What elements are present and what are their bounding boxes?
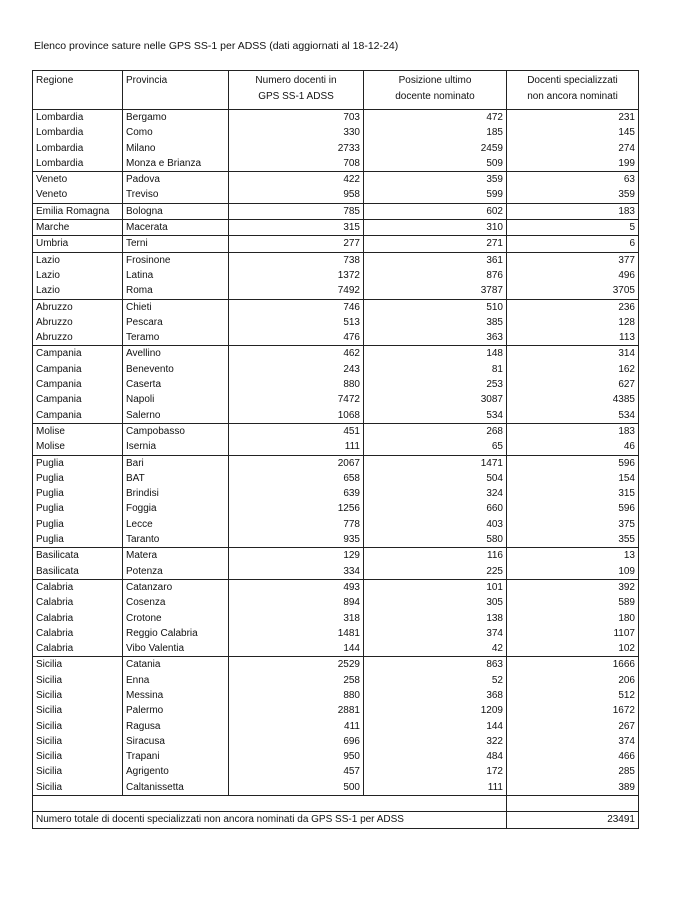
cell-provincia: Ragusa [123,719,229,734]
cell-regione: Calabria [33,595,123,610]
cell-numero-docenti: 422 [229,172,364,188]
cell-posizione-ultimo: 385 [364,315,507,330]
cell-numero-docenti: 696 [229,734,364,749]
cell-provincia: Napoli [123,392,229,407]
cell-docenti-non-nominati: 1672 [507,703,639,718]
header-numero-line1: Numero docenti in [255,75,337,86]
cell-docenti-non-nominati: 534 [507,408,639,424]
cell-regione: Puglia [33,455,123,471]
cell-docenti-non-nominati: 627 [507,377,639,392]
cell-regione: Campania [33,346,123,362]
table-row [33,268,639,283]
cell-posizione-ultimo: 116 [364,548,507,564]
cell-numero-docenti: 1481 [229,626,364,641]
cell-numero-docenti: 950 [229,749,364,764]
cell-provincia: Isernia [123,439,229,455]
cell-numero-docenti: 457 [229,764,364,779]
cell-provincia: Siracusa [123,734,229,749]
cell-posizione-ultimo: 3787 [364,283,507,299]
cell-numero-docenti: 958 [229,187,364,203]
cell-numero-docenti: 451 [229,423,364,439]
cell-docenti-non-nominati: 466 [507,749,639,764]
cell-posizione-ultimo: 863 [364,657,507,673]
cell-regione: Calabria [33,626,123,641]
cell-posizione-ultimo: 361 [364,252,507,268]
table-row [33,283,639,299]
cell-docenti-non-nominati: 109 [507,564,639,580]
cell-numero-docenti: 935 [229,532,364,548]
cell-posizione-ultimo: 81 [364,362,507,377]
cell-posizione-ultimo: 42 [364,641,507,657]
cell-docenti-non-nominati: 46 [507,439,639,455]
cell-posizione-ultimo: 65 [364,439,507,455]
cell-regione: Puglia [33,501,123,516]
header-docenti-specializzati [507,71,639,110]
table-row [33,486,639,501]
cell-regione: Calabria [33,611,123,626]
cell-numero-docenti: 880 [229,377,364,392]
cell-regione: Marche [33,220,123,236]
cell-posizione-ultimo: 310 [364,220,507,236]
cell-numero-docenti: 258 [229,673,364,688]
table-row [33,315,639,330]
cell-provincia: Trapani [123,749,229,764]
cell-posizione-ultimo: 510 [364,299,507,315]
cell-posizione-ultimo: 144 [364,719,507,734]
cell-docenti-non-nominati: 355 [507,532,639,548]
cell-docenti-non-nominati: 1107 [507,626,639,641]
cell-provincia: Caserta [123,377,229,392]
table-row [33,611,639,626]
cell-provincia: Catanzaro [123,579,229,595]
table-row [33,517,639,532]
cell-numero-docenti: 894 [229,595,364,610]
cell-regione: Sicilia [33,780,123,796]
cell-posizione-ultimo: 876 [364,268,507,283]
header-regione: Regione [33,71,123,110]
document-title: Elenco province sature nelle GPS SS-1 per ADSS (dati aggiornati al 18-12-24) [34,40,399,52]
table-row [33,330,639,346]
cell-docenti-non-nominati: 180 [507,611,639,626]
cell-docenti-non-nominati: 377 [507,252,639,268]
cell-docenti-non-nominati: 315 [507,486,639,501]
cell-posizione-ultimo: 271 [364,236,507,252]
header-posizione-ultimo [364,71,507,110]
cell-provincia: Roma [123,283,229,299]
cell-regione: Veneto [33,187,123,203]
cell-posizione-ultimo: 484 [364,749,507,764]
cell-numero-docenti: 129 [229,548,364,564]
table-row [33,719,639,734]
spacer-row [33,796,639,812]
cell-regione: Sicilia [33,719,123,734]
cell-numero-docenti: 708 [229,156,364,172]
cell-numero-docenti: 2881 [229,703,364,718]
cell-numero-docenti: 277 [229,236,364,252]
cell-numero-docenti: 738 [229,252,364,268]
cell-posizione-ultimo: 148 [364,346,507,362]
table-row [33,236,639,252]
cell-numero-docenti: 243 [229,362,364,377]
cell-regione: Calabria [33,641,123,657]
cell-posizione-ultimo: 185 [364,125,507,140]
header-numero-docenti [229,71,364,110]
table-row [33,346,639,362]
cell-numero-docenti: 500 [229,780,364,796]
cell-posizione-ultimo: 322 [364,734,507,749]
cell-provincia: Messina [123,688,229,703]
cell-numero-docenti: 2067 [229,455,364,471]
cell-regione: Campania [33,377,123,392]
cell-numero-docenti: 7472 [229,392,364,407]
cell-provincia: Salerno [123,408,229,424]
cell-posizione-ultimo: 359 [364,172,507,188]
table-row [33,532,639,548]
cell-provincia: Benevento [123,362,229,377]
cell-provincia: Taranto [123,532,229,548]
cell-regione: Calabria [33,579,123,595]
table-row [33,392,639,407]
cell-regione: Lombardia [33,125,123,140]
cell-docenti-non-nominati: 3705 [507,283,639,299]
cell-posizione-ultimo: 324 [364,486,507,501]
table-row [33,564,639,580]
cell-provincia: Enna [123,673,229,688]
cell-docenti-non-nominati: 314 [507,346,639,362]
cell-regione: Emilia Romagna [33,203,123,219]
table-row [33,439,639,455]
cell-provincia: Teramo [123,330,229,346]
spacer-cell [33,796,507,812]
cell-provincia: Crotone [123,611,229,626]
cell-posizione-ultimo: 172 [364,764,507,779]
cell-regione: Umbria [33,236,123,252]
cell-docenti-non-nominati: 267 [507,719,639,734]
cell-docenti-non-nominati: 5 [507,220,639,236]
cell-posizione-ultimo: 305 [364,595,507,610]
table-row [33,579,639,595]
cell-regione: Sicilia [33,688,123,703]
header-docenti-line1: Docenti specializzati [527,75,618,86]
cell-provincia: Caltanissetta [123,780,229,796]
cell-docenti-non-nominati: 274 [507,141,639,156]
cell-numero-docenti: 318 [229,611,364,626]
cell-posizione-ultimo: 1471 [364,455,507,471]
cell-numero-docenti: 111 [229,439,364,455]
cell-docenti-non-nominati: 496 [507,268,639,283]
cell-provincia: Bergamo [123,110,229,126]
cell-docenti-non-nominati: 374 [507,734,639,749]
cell-provincia: Milano [123,141,229,156]
cell-regione: Molise [33,439,123,455]
cell-regione: Lazio [33,268,123,283]
cell-regione: Campania [33,362,123,377]
spacer-cell [507,796,639,812]
cell-docenti-non-nominati: 206 [507,673,639,688]
cell-posizione-ultimo: 534 [364,408,507,424]
cell-regione: Puglia [33,517,123,532]
cell-docenti-non-nominati: 359 [507,187,639,203]
table-row [33,187,639,203]
cell-provincia: Lecce [123,517,229,532]
cell-posizione-ultimo: 3087 [364,392,507,407]
cell-regione: Lombardia [33,141,123,156]
cell-provincia: Potenza [123,564,229,580]
cell-docenti-non-nominati: 183 [507,423,639,439]
cell-numero-docenti: 1372 [229,268,364,283]
cell-regione: Sicilia [33,673,123,688]
cell-regione: Molise [33,423,123,439]
cell-regione: Lombardia [33,110,123,126]
cell-numero-docenti: 2529 [229,657,364,673]
cell-numero-docenti: 746 [229,299,364,315]
cell-docenti-non-nominati: 154 [507,471,639,486]
table-row [33,110,639,126]
table-row [33,471,639,486]
table-row [33,780,639,796]
table-row [33,764,639,779]
table-row [33,688,639,703]
cell-posizione-ultimo: 374 [364,626,507,641]
cell-regione: Lazio [33,252,123,268]
cell-docenti-non-nominati: 162 [507,362,639,377]
cell-provincia: Treviso [123,187,229,203]
table-body [33,110,639,796]
cell-numero-docenti: 639 [229,486,364,501]
cell-numero-docenti: 1068 [229,408,364,424]
cell-numero-docenti: 411 [229,719,364,734]
cell-docenti-non-nominati: 63 [507,172,639,188]
cell-regione: Lombardia [33,156,123,172]
table-row [33,626,639,641]
cell-numero-docenti: 493 [229,579,364,595]
table-row [33,252,639,268]
cell-posizione-ultimo: 52 [364,673,507,688]
cell-posizione-ultimo: 111 [364,780,507,796]
cell-numero-docenti: 778 [229,517,364,532]
cell-provincia: Cosenza [123,595,229,610]
cell-docenti-non-nominati: 596 [507,455,639,471]
cell-posizione-ultimo: 1209 [364,703,507,718]
cell-docenti-non-nominati: 128 [507,315,639,330]
header-row [33,71,639,110]
cell-numero-docenti: 880 [229,688,364,703]
cell-numero-docenti: 7492 [229,283,364,299]
cell-provincia: Terni [123,236,229,252]
cell-docenti-non-nominati: 231 [507,110,639,126]
cell-posizione-ultimo: 472 [364,110,507,126]
cell-regione: Basilicata [33,548,123,564]
header-posizione-line2: docente nominato [395,91,475,102]
table-row [33,299,639,315]
cell-docenti-non-nominati: 392 [507,579,639,595]
table-row [33,734,639,749]
cell-numero-docenti: 513 [229,315,364,330]
cell-regione: Abruzzo [33,315,123,330]
cell-regione: Basilicata [33,564,123,580]
cell-regione: Veneto [33,172,123,188]
table-row [33,156,639,172]
cell-posizione-ultimo: 363 [364,330,507,346]
cell-posizione-ultimo: 368 [364,688,507,703]
table-row [33,673,639,688]
cell-docenti-non-nominati: 285 [507,764,639,779]
cell-docenti-non-nominati: 375 [507,517,639,532]
table-row [33,203,639,219]
header-posizione-line1: Posizione ultimo [398,75,472,86]
cell-provincia: Como [123,125,229,140]
cell-posizione-ultimo: 660 [364,501,507,516]
cell-docenti-non-nominati: 13 [507,548,639,564]
cell-regione: Campania [33,392,123,407]
cell-provincia: Agrigento [123,764,229,779]
cell-provincia: Catania [123,657,229,673]
cell-provincia: Padova [123,172,229,188]
cell-docenti-non-nominati: 389 [507,780,639,796]
cell-regione: Abruzzo [33,330,123,346]
cell-posizione-ultimo: 599 [364,187,507,203]
cell-regione: Puglia [33,486,123,501]
province-table [32,70,639,829]
cell-provincia: BAT [123,471,229,486]
cell-regione: Puglia [33,532,123,548]
table-row [33,377,639,392]
cell-provincia: Avellino [123,346,229,362]
cell-regione: Abruzzo [33,299,123,315]
cell-posizione-ultimo: 101 [364,579,507,595]
cell-numero-docenti: 476 [229,330,364,346]
cell-provincia: Vibo Valentia [123,641,229,657]
cell-docenti-non-nominati: 145 [507,125,639,140]
cell-regione: Campania [33,408,123,424]
cell-docenti-non-nominati: 512 [507,688,639,703]
cell-provincia: Matera [123,548,229,564]
cell-docenti-non-nominati: 589 [507,595,639,610]
cell-provincia: Pescara [123,315,229,330]
table-row [33,703,639,718]
cell-regione: Sicilia [33,703,123,718]
cell-posizione-ultimo: 509 [364,156,507,172]
table-row [33,548,639,564]
header-docenti-line2: non ancora nominati [527,91,618,102]
cell-numero-docenti: 785 [229,203,364,219]
cell-provincia: Macerata [123,220,229,236]
total-row [33,812,639,828]
cell-numero-docenti: 315 [229,220,364,236]
total-value: 23491 [507,812,639,828]
cell-numero-docenti: 703 [229,110,364,126]
cell-numero-docenti: 462 [229,346,364,362]
cell-docenti-non-nominati: 113 [507,330,639,346]
cell-numero-docenti: 334 [229,564,364,580]
table-row [33,220,639,236]
table-row [33,423,639,439]
cell-docenti-non-nominati: 1666 [507,657,639,673]
cell-docenti-non-nominati: 102 [507,641,639,657]
cell-numero-docenti: 144 [229,641,364,657]
table-row [33,657,639,673]
cell-posizione-ultimo: 602 [364,203,507,219]
cell-regione: Sicilia [33,749,123,764]
cell-provincia: Bari [123,455,229,471]
table-row [33,501,639,516]
cell-provincia: Palermo [123,703,229,718]
total-label: Numero totale di docenti specializzati non ancora nominati da GPS SS-1 per ADSS [33,812,507,828]
table-row [33,362,639,377]
table-row [33,595,639,610]
cell-provincia: Chieti [123,299,229,315]
cell-provincia: Bologna [123,203,229,219]
cell-regione: Sicilia [33,657,123,673]
cell-provincia: Reggio Calabria [123,626,229,641]
cell-numero-docenti: 330 [229,125,364,140]
table-row [33,749,639,764]
cell-docenti-non-nominati: 236 [507,299,639,315]
header-numero-line2: GPS SS-1 ADSS [258,91,334,102]
cell-regione: Puglia [33,471,123,486]
cell-regione: Sicilia [33,764,123,779]
table-row [33,408,639,424]
cell-posizione-ultimo: 225 [364,564,507,580]
cell-docenti-non-nominati: 596 [507,501,639,516]
cell-docenti-non-nominati: 199 [507,156,639,172]
header-provincia: Provincia [123,71,229,110]
table-row [33,125,639,140]
cell-posizione-ultimo: 403 [364,517,507,532]
cell-docenti-non-nominati: 4385 [507,392,639,407]
cell-numero-docenti: 1256 [229,501,364,516]
cell-posizione-ultimo: 2459 [364,141,507,156]
cell-provincia: Frosinone [123,252,229,268]
cell-posizione-ultimo: 138 [364,611,507,626]
cell-provincia: Latina [123,268,229,283]
cell-provincia: Foggia [123,501,229,516]
cell-docenti-non-nominati: 183 [507,203,639,219]
cell-regione: Sicilia [33,734,123,749]
cell-provincia: Monza e Brianza [123,156,229,172]
cell-provincia: Campobasso [123,423,229,439]
table-row [33,455,639,471]
cell-posizione-ultimo: 268 [364,423,507,439]
cell-numero-docenti: 2733 [229,141,364,156]
table-row [33,172,639,188]
cell-posizione-ultimo: 580 [364,532,507,548]
cell-provincia: Brindisi [123,486,229,501]
table-row [33,141,639,156]
table-row [33,641,639,657]
cell-docenti-non-nominati: 6 [507,236,639,252]
cell-posizione-ultimo: 504 [364,471,507,486]
cell-regione: Lazio [33,283,123,299]
cell-numero-docenti: 658 [229,471,364,486]
cell-posizione-ultimo: 253 [364,377,507,392]
